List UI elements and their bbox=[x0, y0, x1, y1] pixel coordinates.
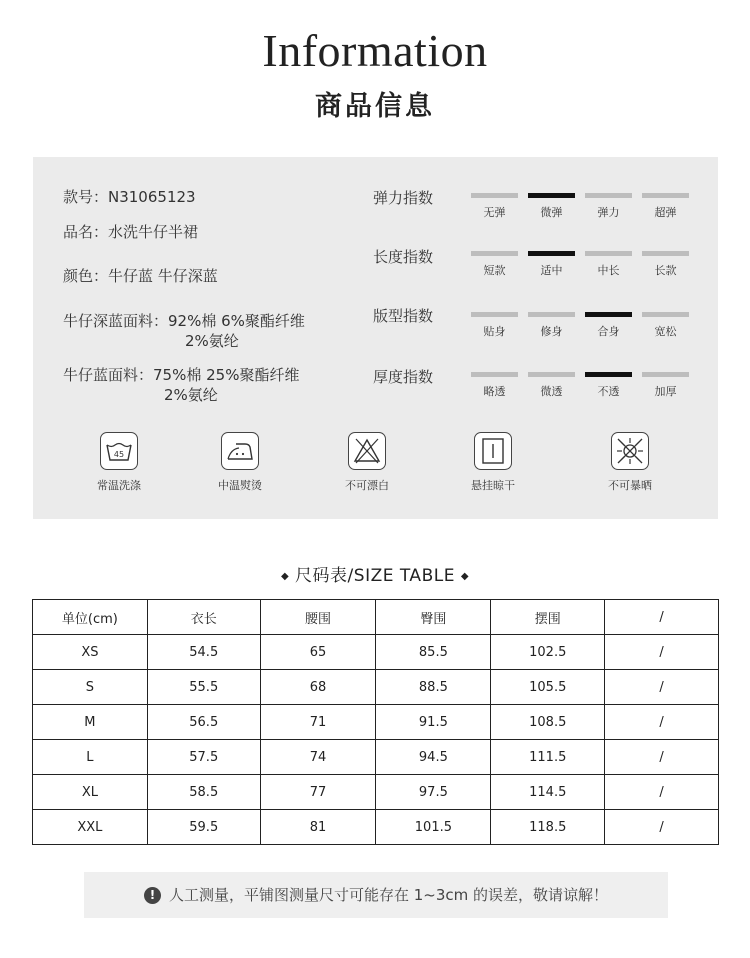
table-cell: / bbox=[605, 810, 719, 845]
header-cell: 单位(cm) bbox=[33, 600, 148, 635]
header-cell: 摆围 bbox=[491, 600, 605, 635]
hang-dry-icon bbox=[474, 432, 512, 470]
heading-english: Information bbox=[262, 25, 488, 76]
index-label-thickness: 厚度指数 bbox=[373, 368, 434, 386]
care-iron-label: 中温熨烫 bbox=[218, 479, 262, 492]
table-row bbox=[33, 810, 719, 845]
index-label-fit: 版型指数 bbox=[373, 307, 434, 325]
length-option: 短款 bbox=[471, 251, 518, 278]
index-label-elasticity: 弹力指数 bbox=[373, 189, 434, 207]
care-bleach-label: 不可漂白 bbox=[345, 479, 389, 492]
care-bleach bbox=[327, 432, 407, 493]
table-cell: 74 bbox=[260, 740, 376, 775]
length-option: 适中 bbox=[528, 251, 575, 278]
diamond-icon: ◆ bbox=[460, 571, 470, 582]
table-cell: 114.5 bbox=[491, 775, 605, 810]
table-cell: 102.5 bbox=[491, 635, 605, 670]
fit-option: 贴身 bbox=[471, 312, 518, 339]
thickness-option: 不透 bbox=[585, 372, 632, 399]
table-row bbox=[33, 775, 719, 810]
size-cell: L bbox=[33, 740, 148, 775]
table-cell: 101.5 bbox=[376, 810, 491, 845]
table-cell: 111.5 bbox=[491, 740, 605, 775]
elasticity-option: 无弹 bbox=[471, 193, 518, 220]
table-cell: 77 bbox=[260, 775, 376, 810]
diamond-icon: ◆ bbox=[280, 571, 290, 582]
wash-45-icon bbox=[100, 432, 138, 470]
length-scale bbox=[471, 251, 691, 281]
size-cell: M bbox=[33, 705, 148, 740]
table-cell: / bbox=[605, 670, 719, 705]
table-row bbox=[33, 635, 719, 670]
thickness-option: 微透 bbox=[528, 372, 575, 399]
elasticity-option: 微弹 bbox=[528, 193, 575, 220]
iron-medium-icon bbox=[221, 432, 259, 470]
size-cell: XS bbox=[33, 635, 148, 670]
elasticity-scale bbox=[471, 193, 691, 223]
exclamation-icon: ! bbox=[144, 887, 161, 904]
care-sun bbox=[590, 432, 670, 493]
table-cell: / bbox=[605, 775, 719, 810]
wash-temp-label: 45 bbox=[113, 450, 125, 459]
table-cell: 85.5 bbox=[376, 635, 491, 670]
fit-scale bbox=[471, 312, 691, 342]
size-table bbox=[32, 599, 719, 845]
care-dry-label: 悬挂晾干 bbox=[471, 479, 515, 492]
table-cell: 58.5 bbox=[147, 775, 260, 810]
header-cell: / bbox=[605, 600, 719, 635]
thickness-option: 加厚 bbox=[642, 372, 689, 399]
header-cell: 臀围 bbox=[376, 600, 491, 635]
fit-option: 宽松 bbox=[642, 312, 689, 339]
no-bleach-icon bbox=[348, 432, 386, 470]
care-dry bbox=[453, 432, 533, 493]
care-sun-label: 不可暴晒 bbox=[608, 479, 652, 492]
table-cell: 94.5 bbox=[376, 740, 491, 775]
size-table-title-text: 尺码表/SIZE TABLE bbox=[295, 566, 455, 586]
table-cell: 57.5 bbox=[147, 740, 260, 775]
header-cell: 衣长 bbox=[147, 600, 260, 635]
table-cell: 118.5 bbox=[491, 810, 605, 845]
measurement-note-text: 人工测量，平铺图测量尺寸可能存在 1~3cm 的误差，敬请谅解！ bbox=[168, 886, 609, 904]
fabric-dark-blue-cont: 2%氨纶 bbox=[185, 332, 239, 350]
table-cell: 54.5 bbox=[147, 635, 260, 670]
style-number: 款号：N31065123 bbox=[63, 188, 196, 206]
table-cell: 55.5 bbox=[147, 670, 260, 705]
size-table-title bbox=[0, 561, 750, 586]
fit-option: 修身 bbox=[528, 312, 575, 339]
size-cell: XXL bbox=[33, 810, 148, 845]
table-cell: 71 bbox=[260, 705, 376, 740]
table-cell: / bbox=[605, 635, 719, 670]
elasticity-option: 弹力 bbox=[585, 193, 632, 220]
care-iron bbox=[200, 432, 280, 493]
table-header-row bbox=[33, 600, 719, 635]
heading-chinese: 商品信息 bbox=[315, 91, 435, 122]
product-info-panel bbox=[33, 157, 718, 519]
product-color: 颜色：牛仔蓝 牛仔深蓝 bbox=[63, 267, 218, 285]
measurement-note bbox=[84, 872, 668, 918]
size-cell: XL bbox=[33, 775, 148, 810]
length-option: 长款 bbox=[642, 251, 689, 278]
table-cell: 81 bbox=[260, 810, 376, 845]
table-cell: 97.5 bbox=[376, 775, 491, 810]
elasticity-option: 超弹 bbox=[642, 193, 689, 220]
fabric-blue: 牛仔蓝面料：75%棉 25%聚酯纤维 bbox=[63, 366, 300, 384]
table-cell: 91.5 bbox=[376, 705, 491, 740]
table-row bbox=[33, 740, 719, 775]
table-row bbox=[33, 705, 719, 740]
fabric-dark-blue: 牛仔深蓝面料：92%棉 6%聚酯纤维 bbox=[63, 312, 305, 330]
table-row bbox=[33, 670, 719, 705]
table-cell: 105.5 bbox=[491, 670, 605, 705]
table-cell: 68 bbox=[260, 670, 376, 705]
size-cell: S bbox=[33, 670, 148, 705]
index-label-length: 长度指数 bbox=[373, 248, 434, 266]
care-wash bbox=[79, 432, 159, 493]
table-cell: / bbox=[605, 740, 719, 775]
header-cell: 腰围 bbox=[260, 600, 376, 635]
product-name: 品名：水洗牛仔半裙 bbox=[63, 223, 199, 241]
thickness-option: 略透 bbox=[471, 372, 518, 399]
table-cell: 108.5 bbox=[491, 705, 605, 740]
fit-option: 合身 bbox=[585, 312, 632, 339]
table-cell: 65 bbox=[260, 635, 376, 670]
table-cell: 88.5 bbox=[376, 670, 491, 705]
table-cell: / bbox=[605, 705, 719, 740]
no-sun-icon bbox=[611, 432, 649, 470]
thickness-scale bbox=[471, 372, 691, 402]
table-cell: 56.5 bbox=[147, 705, 260, 740]
length-option: 中长 bbox=[585, 251, 632, 278]
table-cell: 59.5 bbox=[147, 810, 260, 845]
care-wash-label: 常温洗涤 bbox=[97, 479, 141, 492]
fabric-blue-cont: 2%氨纶 bbox=[164, 386, 218, 404]
